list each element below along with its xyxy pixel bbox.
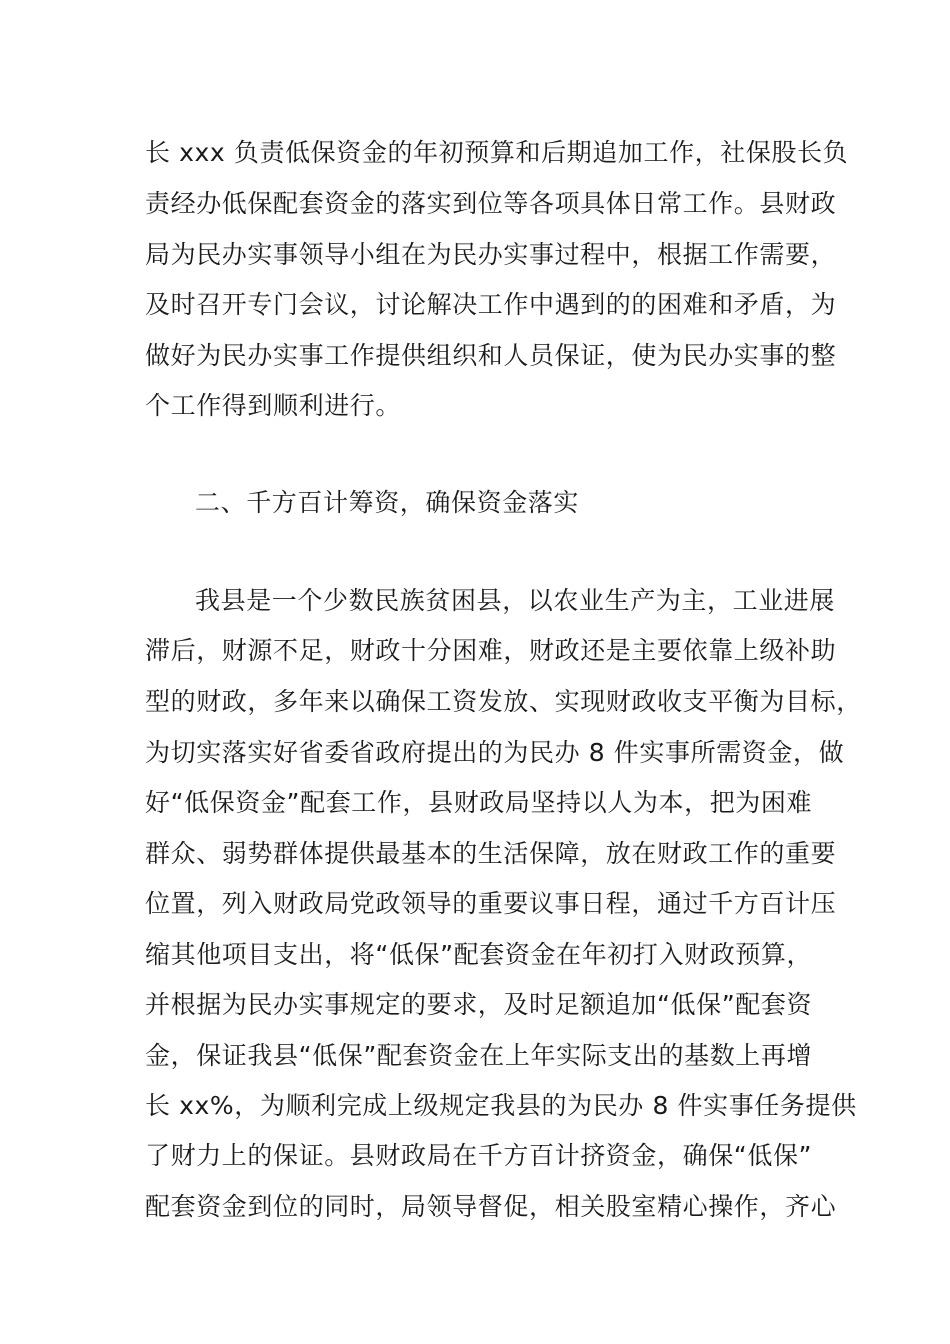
paragraph-2-line: 长 xx%，为顺利完成上级规定我县的为民办 8 件实事任务提供 xyxy=(145,1091,857,1120)
paragraph-1-line: 局为民办实事领导小组在为民办实事过程中，根据工作需要， xyxy=(145,240,837,269)
paragraph-1-line: 做好为民办实事工作提供组织和人员保证，使为民办实事的整 xyxy=(145,341,837,370)
paragraph-2-line: 配套资金到位的同时，局领导督促，相关股室精心操作，齐心 xyxy=(145,1192,837,1221)
paragraph-2-line: 位置，列入财政局党政领导的重要议事日程，通过千方百计压 xyxy=(145,889,837,918)
paragraph-2-line: 好“低保资金”配套工作，县财政局坚持以人为本，把为困难 xyxy=(145,788,813,817)
paragraph-2-line: 滞后，财源不足，财政十分困难，财政还是主要依靠上级补助 xyxy=(145,636,837,665)
paragraph-2-line: 了财力上的保证。县财政局在千方百计挤资金，确保“低保” xyxy=(145,1141,813,1170)
paragraph-2-line: 金，保证我县“低保”配套资金在上年实际支出的基数上再增 xyxy=(145,1041,813,1070)
paragraph-1-line: 及时召开专门会议，讨论解决工作中遇到的的困难和矛盾，为 xyxy=(145,290,837,319)
section-heading: 二、千方百计筹资，确保资金落实 xyxy=(195,488,580,517)
paragraph-2-line: 为切实落实好省委省政府提出的为民办 8 件实事所需资金，做 xyxy=(145,738,845,767)
paragraph-1-line: 个工作得到顺利进行。 xyxy=(145,391,402,420)
paragraph-2-line: 我县是一个少数民族贫困县，以农业生产为主，工业进展 xyxy=(195,586,836,615)
paragraph-2-line: 群众、弱势群体提供最基本的生活保障，放在财政工作的重要 xyxy=(145,839,837,868)
paragraph-1-line: 责经办低保配套资金的落实到位等各项具体日常工作。县财政 xyxy=(145,189,837,218)
paragraph-2-line: 缩其他项目支出，将“低保”配套资金在年初打入财政预算， xyxy=(145,940,813,969)
paragraph-2-line: 并根据为民办实事规定的要求，及时足额追加“低保”配套资 xyxy=(145,990,813,1019)
paragraph-2-line: 型的财政，多年来以确保工资发放、实现财政收支平衡为目标， xyxy=(145,687,862,716)
paragraph-1-line: 长 xxx 负责低保资金的年初预算和后期追加工作，社保股长负 xyxy=(145,138,849,167)
